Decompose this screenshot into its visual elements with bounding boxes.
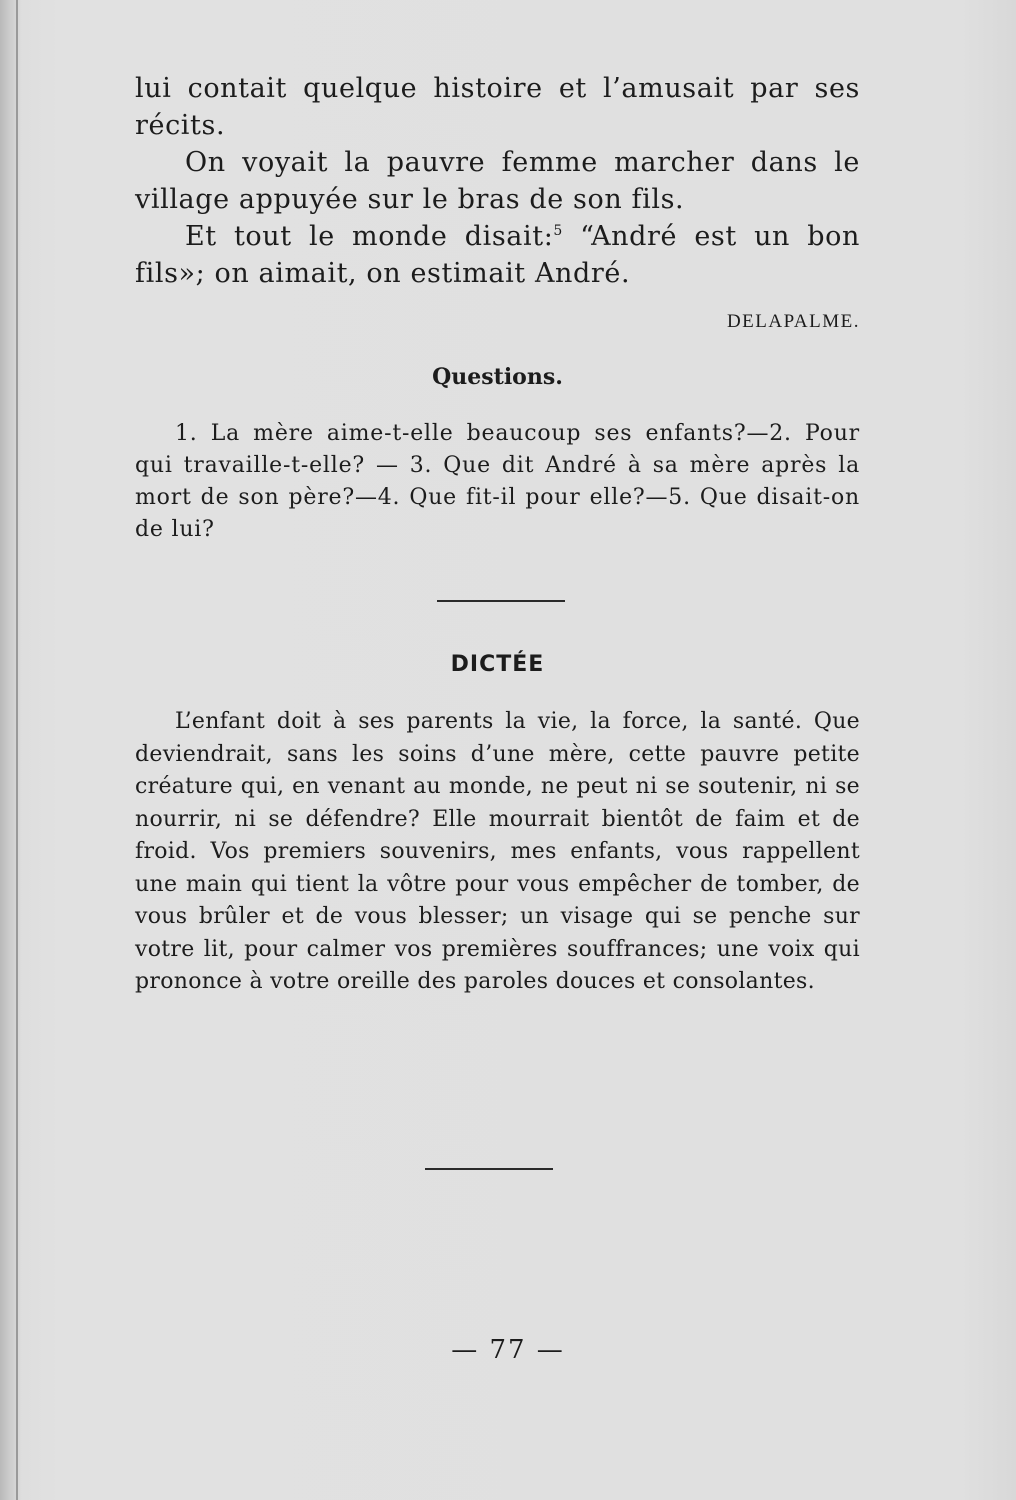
dictation-section	[135, 706, 860, 999]
author-line	[135, 311, 860, 341]
story-paragraph-3-start: Et tout le monde disait:	[185, 221, 554, 252]
dictation-heading-wrap	[135, 652, 860, 686]
section-divider	[437, 600, 565, 602]
questions-text: 1. La mère aime-t-elle beaucoup ses enfants?—2. Pour qui travaille-t-elle? — 3. Que dit André à sa mère après la mort de son père?—4. Que fit-il pour elle?—5. Que disait-on de lui?	[135, 421, 860, 542]
story-paragraph-1: lui contait quelque histoire et l’amusait par ses récits.	[135, 73, 860, 141]
dictation-text: L’enfant doit à ses parents la vie, la force, la santé. Que deviendrait, sans les soins d’une mère, cette pauvre petite créature qui, en venant au monde, ne peut ni se soutenir, ni se nourrir, ni se défendre? Elle mourrait bientôt de faim et de froid. Vos premiers souvenirs, mes enfants, vous rappellent une main qui tient la vôtre pour vous empêcher de tomber, de vous brûler et de vous blesser; un visage qui se penche sur votre lit, pour calmer vos premières souffrances; une voix qui prononce à votre oreille des paroles douces et consolantes.	[135, 709, 860, 994]
story-section	[135, 70, 860, 292]
story-paragraph-3	[135, 218, 860, 292]
binding-edge	[16, 0, 18, 1500]
questions-section	[135, 418, 860, 546]
end-divider	[425, 1168, 553, 1170]
questions-heading: Questions.	[432, 364, 563, 390]
dictation-heading: DICTÉE	[450, 652, 545, 677]
footnote-marker: 5	[553, 223, 563, 239]
author-name: DELAPALME.	[726, 311, 860, 332]
story-paragraph-3-end: “André est un bon fils»; on aimait, on estimait André.	[135, 221, 861, 289]
page-number: — 77 —	[451, 1335, 565, 1365]
story-paragraph-2: On voyait la pauvre femme marcher dans le village appuyée sur le bras de son fils.	[135, 147, 860, 215]
questions-heading-wrap	[135, 364, 860, 398]
